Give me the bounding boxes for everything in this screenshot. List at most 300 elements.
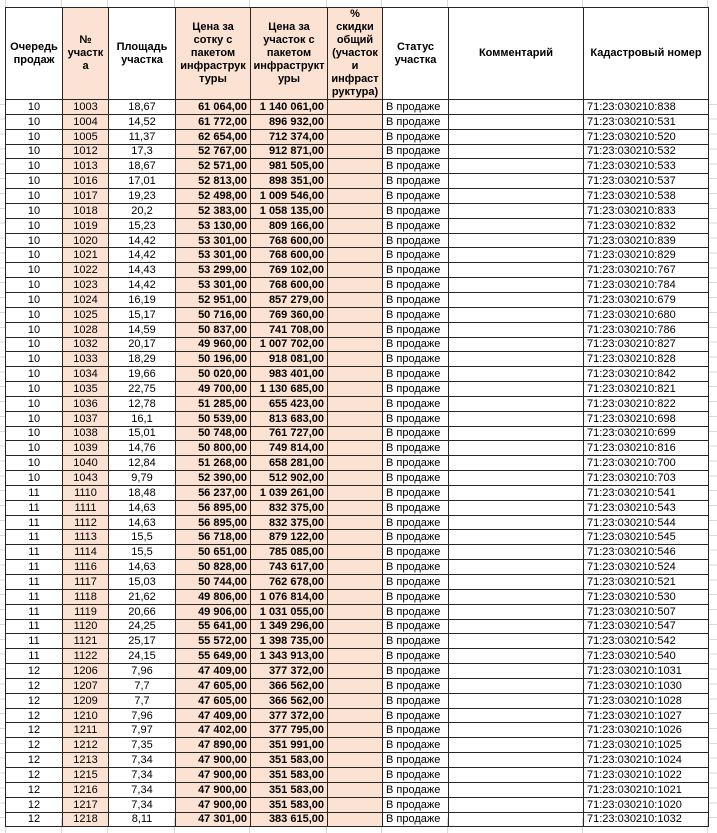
cell-price_sotka[interactable]: 47 900,00 xyxy=(176,753,251,768)
cell-price_plot[interactable]: 898 351,00 xyxy=(251,174,328,189)
cell-price_sotka[interactable]: 62 654,00 xyxy=(176,129,251,144)
cell-discount[interactable] xyxy=(328,233,383,248)
cell-queue[interactable]: 11 xyxy=(6,485,63,500)
cell-cadastral[interactable]: 71:23:030210:544 xyxy=(584,515,709,530)
cell-area[interactable]: 18,29 xyxy=(109,352,176,367)
cell-cadastral[interactable]: 71:23:030210:507 xyxy=(584,604,709,619)
cell-plot[interactable]: 1206 xyxy=(63,664,109,679)
cell-cadastral[interactable]: 71:23:030210:827 xyxy=(584,337,709,352)
cell-discount[interactable] xyxy=(328,619,383,634)
cell-plot[interactable]: 1023 xyxy=(63,278,109,293)
cell-status[interactable]: В продаже xyxy=(383,218,449,233)
cell-cadastral[interactable]: 71:23:030210:521 xyxy=(584,575,709,590)
cell-price_plot[interactable]: 785 085,00 xyxy=(251,545,328,560)
cell-area[interactable]: 19,23 xyxy=(109,189,176,204)
cell-price_plot[interactable]: 1 130 685,00 xyxy=(251,382,328,397)
cell-area[interactable]: 15,5 xyxy=(109,545,176,560)
cell-plot[interactable]: 1119 xyxy=(63,604,109,619)
cell-price_sotka[interactable]: 56 718,00 xyxy=(176,530,251,545)
cell-comment[interactable] xyxy=(449,456,584,471)
cell-status[interactable]: В продаже xyxy=(383,441,449,456)
cell-area[interactable]: 12,78 xyxy=(109,396,176,411)
cell-plot[interactable]: 1022 xyxy=(63,263,109,278)
cell-plot[interactable]: 1121 xyxy=(63,634,109,649)
cell-area[interactable]: 16,1 xyxy=(109,411,176,426)
cell-discount[interactable] xyxy=(328,248,383,263)
cell-area[interactable]: 20,2 xyxy=(109,203,176,218)
cell-price_plot[interactable]: 1 009 546,00 xyxy=(251,189,328,204)
cell-plot[interactable]: 1003 xyxy=(63,100,109,115)
cell-cadastral[interactable]: 71:23:030210:546 xyxy=(584,545,709,560)
cell-queue[interactable]: 11 xyxy=(6,560,63,575)
cell-queue[interactable]: 11 xyxy=(6,589,63,604)
cell-price_plot[interactable]: 762 678,00 xyxy=(251,575,328,590)
cell-area[interactable]: 14,42 xyxy=(109,248,176,263)
cell-queue[interactable]: 10 xyxy=(6,278,63,293)
cell-discount[interactable] xyxy=(328,782,383,797)
header-discount[interactable]: % скидки общий (участок и инфраструктура) xyxy=(328,8,383,100)
cell-price_sotka[interactable]: 52 383,00 xyxy=(176,203,251,218)
cell-queue[interactable]: 10 xyxy=(6,322,63,337)
cell-cadastral[interactable]: 71:23:030210:838 xyxy=(584,100,709,115)
cell-discount[interactable] xyxy=(328,485,383,500)
cell-status[interactable]: В продаже xyxy=(383,233,449,248)
cell-plot[interactable]: 1114 xyxy=(63,545,109,560)
header-cadastral[interactable]: Кадастровый номер xyxy=(584,8,709,100)
cell-area[interactable]: 14,43 xyxy=(109,263,176,278)
cell-area[interactable]: 16,19 xyxy=(109,292,176,307)
cell-price_sotka[interactable]: 49 906,00 xyxy=(176,604,251,619)
cell-area[interactable]: 14,76 xyxy=(109,441,176,456)
cell-price_plot[interactable]: 832 375,00 xyxy=(251,500,328,515)
cell-plot[interactable]: 1117 xyxy=(63,575,109,590)
cell-price_sotka[interactable]: 61 064,00 xyxy=(176,100,251,115)
cell-plot[interactable]: 1207 xyxy=(63,678,109,693)
cell-comment[interactable] xyxy=(449,159,584,174)
cell-queue[interactable]: 10 xyxy=(6,263,63,278)
cell-status[interactable]: В продаже xyxy=(383,753,449,768)
cell-cadastral[interactable]: 71:23:030210:700 xyxy=(584,456,709,471)
cell-plot[interactable]: 1110 xyxy=(63,485,109,500)
cell-discount[interactable] xyxy=(328,322,383,337)
cell-status[interactable]: В продаже xyxy=(383,426,449,441)
cell-plot[interactable]: 1212 xyxy=(63,738,109,753)
cell-area[interactable]: 14,42 xyxy=(109,233,176,248)
cell-comment[interactable] xyxy=(449,797,584,812)
cell-price_plot[interactable]: 918 081,00 xyxy=(251,352,328,367)
cell-comment[interactable] xyxy=(449,263,584,278)
cell-price_sotka[interactable]: 53 301,00 xyxy=(176,233,251,248)
cell-status[interactable]: В продаже xyxy=(383,159,449,174)
cell-price_sotka[interactable]: 47 890,00 xyxy=(176,738,251,753)
cell-discount[interactable] xyxy=(328,530,383,545)
cell-queue[interactable]: 12 xyxy=(6,723,63,738)
cell-area[interactable]: 7,7 xyxy=(109,678,176,693)
cell-price_sotka[interactable]: 47 301,00 xyxy=(176,812,251,827)
cell-discount[interactable] xyxy=(328,352,383,367)
cell-discount[interactable] xyxy=(328,634,383,649)
cell-status[interactable]: В продаже xyxy=(383,678,449,693)
cell-discount[interactable] xyxy=(328,797,383,812)
cell-cadastral[interactable]: 71:23:030210:1024 xyxy=(584,753,709,768)
cell-queue[interactable]: 12 xyxy=(6,782,63,797)
cell-plot[interactable]: 1005 xyxy=(63,129,109,144)
cell-area[interactable]: 18,67 xyxy=(109,100,176,115)
cell-price_plot[interactable]: 1 398 735,00 xyxy=(251,634,328,649)
cell-price_sotka[interactable]: 52 951,00 xyxy=(176,292,251,307)
cell-price_plot[interactable]: 768 600,00 xyxy=(251,248,328,263)
cell-queue[interactable]: 10 xyxy=(6,129,63,144)
cell-cadastral[interactable]: 71:23:030210:547 xyxy=(584,619,709,634)
cell-discount[interactable] xyxy=(328,738,383,753)
cell-discount[interactable] xyxy=(328,545,383,560)
cell-status[interactable]: В продаже xyxy=(383,203,449,218)
cell-status[interactable]: В продаже xyxy=(383,530,449,545)
cell-plot[interactable]: 1113 xyxy=(63,530,109,545)
cell-cadastral[interactable]: 71:23:030210:533 xyxy=(584,159,709,174)
cell-price_sotka[interactable]: 47 900,00 xyxy=(176,782,251,797)
cell-queue[interactable]: 12 xyxy=(6,797,63,812)
cell-comment[interactable] xyxy=(449,530,584,545)
cell-cadastral[interactable]: 71:23:030210:538 xyxy=(584,189,709,204)
cell-status[interactable]: В продаже xyxy=(383,322,449,337)
cell-price_sotka[interactable]: 52 498,00 xyxy=(176,189,251,204)
cell-price_sotka[interactable]: 52 813,00 xyxy=(176,174,251,189)
cell-price_sotka[interactable]: 52 767,00 xyxy=(176,144,251,159)
cell-discount[interactable] xyxy=(328,693,383,708)
cell-cadastral[interactable]: 71:23:030210:1020 xyxy=(584,797,709,812)
cell-plot[interactable]: 1209 xyxy=(63,693,109,708)
cell-comment[interactable] xyxy=(449,144,584,159)
cell-area[interactable]: 14,63 xyxy=(109,515,176,530)
cell-plot[interactable]: 1035 xyxy=(63,382,109,397)
cell-area[interactable]: 7,34 xyxy=(109,767,176,782)
cell-price_sotka[interactable]: 53 130,00 xyxy=(176,218,251,233)
cell-price_plot[interactable]: 1 343 913,00 xyxy=(251,649,328,664)
cell-price_plot[interactable]: 655 423,00 xyxy=(251,396,328,411)
cell-discount[interactable] xyxy=(328,203,383,218)
cell-discount[interactable] xyxy=(328,129,383,144)
cell-queue[interactable]: 12 xyxy=(6,708,63,723)
cell-discount[interactable] xyxy=(328,411,383,426)
cell-queue[interactable]: 10 xyxy=(6,218,63,233)
cell-status[interactable]: В продаже xyxy=(383,782,449,797)
cell-price_plot[interactable]: 1 140 061,00 xyxy=(251,100,328,115)
cell-plot[interactable]: 1025 xyxy=(63,307,109,322)
cell-queue[interactable]: 11 xyxy=(6,545,63,560)
cell-price_sotka[interactable]: 47 900,00 xyxy=(176,797,251,812)
cell-plot[interactable]: 1116 xyxy=(63,560,109,575)
cell-status[interactable]: В продаже xyxy=(383,708,449,723)
cell-comment[interactable] xyxy=(449,723,584,738)
cell-comment[interactable] xyxy=(449,233,584,248)
cell-status[interactable]: В продаже xyxy=(383,589,449,604)
cell-price_sotka[interactable]: 50 744,00 xyxy=(176,575,251,590)
cell-area[interactable]: 19,66 xyxy=(109,367,176,382)
cell-price_sotka[interactable]: 55 649,00 xyxy=(176,649,251,664)
cell-queue[interactable]: 12 xyxy=(6,738,63,753)
cell-price_plot[interactable]: 658 281,00 xyxy=(251,456,328,471)
cell-queue[interactable]: 12 xyxy=(6,693,63,708)
cell-price_plot[interactable]: 983 401,00 xyxy=(251,367,328,382)
cell-cadastral[interactable]: 71:23:030210:822 xyxy=(584,396,709,411)
cell-price_plot[interactable]: 377 795,00 xyxy=(251,723,328,738)
cell-comment[interactable] xyxy=(449,604,584,619)
cell-area[interactable]: 20,66 xyxy=(109,604,176,619)
cell-area[interactable]: 15,5 xyxy=(109,530,176,545)
cell-status[interactable]: В продаже xyxy=(383,189,449,204)
cell-status[interactable]: В продаже xyxy=(383,367,449,382)
cell-comment[interactable] xyxy=(449,278,584,293)
cell-plot[interactable]: 1122 xyxy=(63,649,109,664)
cell-area[interactable]: 15,17 xyxy=(109,307,176,322)
cell-price_sotka[interactable]: 56 237,00 xyxy=(176,485,251,500)
cell-plot[interactable]: 1018 xyxy=(63,203,109,218)
cell-comment[interactable] xyxy=(449,114,584,129)
cell-queue[interactable]: 11 xyxy=(6,604,63,619)
cell-discount[interactable] xyxy=(328,649,383,664)
cell-plot[interactable]: 1016 xyxy=(63,174,109,189)
cell-queue[interactable]: 11 xyxy=(6,530,63,545)
cell-queue[interactable]: 12 xyxy=(6,664,63,679)
cell-price_plot[interactable]: 377 372,00 xyxy=(251,664,328,679)
cell-discount[interactable] xyxy=(328,307,383,322)
cell-price_sotka[interactable]: 47 900,00 xyxy=(176,767,251,782)
cell-status[interactable]: В продаже xyxy=(383,575,449,590)
cell-comment[interactable] xyxy=(449,678,584,693)
cell-comment[interactable] xyxy=(449,189,584,204)
cell-area[interactable]: 7,35 xyxy=(109,738,176,753)
cell-price_plot[interactable]: 1 076 814,00 xyxy=(251,589,328,604)
cell-discount[interactable] xyxy=(328,589,383,604)
cell-cadastral[interactable]: 71:23:030210:540 xyxy=(584,649,709,664)
cell-discount[interactable] xyxy=(328,575,383,590)
cell-area[interactable]: 25,17 xyxy=(109,634,176,649)
cell-price_plot[interactable]: 351 583,00 xyxy=(251,782,328,797)
cell-comment[interactable] xyxy=(449,367,584,382)
cell-queue[interactable]: 12 xyxy=(6,767,63,782)
cell-status[interactable]: В продаже xyxy=(383,174,449,189)
cell-price_sotka[interactable]: 51 268,00 xyxy=(176,456,251,471)
cell-price_sotka[interactable]: 47 409,00 xyxy=(176,708,251,723)
cell-queue[interactable]: 10 xyxy=(6,367,63,382)
cell-price_sotka[interactable]: 47 402,00 xyxy=(176,723,251,738)
cell-discount[interactable] xyxy=(328,500,383,515)
cell-comment[interactable] xyxy=(449,575,584,590)
cell-plot[interactable]: 1213 xyxy=(63,753,109,768)
cell-comment[interactable] xyxy=(449,649,584,664)
cell-cadastral[interactable]: 71:23:030210:531 xyxy=(584,114,709,129)
cell-status[interactable]: В продаже xyxy=(383,619,449,634)
cell-area[interactable]: 22,75 xyxy=(109,382,176,397)
cell-plot[interactable]: 1028 xyxy=(63,322,109,337)
cell-plot[interactable]: 1218 xyxy=(63,812,109,827)
cell-queue[interactable]: 10 xyxy=(6,203,63,218)
cell-price_sotka[interactable]: 49 700,00 xyxy=(176,382,251,397)
cell-area[interactable]: 12,84 xyxy=(109,456,176,471)
cell-status[interactable]: В продаже xyxy=(383,292,449,307)
cell-queue[interactable]: 10 xyxy=(6,189,63,204)
cell-price_plot[interactable]: 832 375,00 xyxy=(251,515,328,530)
cell-cadastral[interactable]: 71:23:030210:821 xyxy=(584,382,709,397)
cell-discount[interactable] xyxy=(328,367,383,382)
cell-comment[interactable] xyxy=(449,203,584,218)
cell-status[interactable]: В продаже xyxy=(383,352,449,367)
cell-plot[interactable]: 1043 xyxy=(63,471,109,486)
cell-comment[interactable] xyxy=(449,396,584,411)
cell-discount[interactable] xyxy=(328,753,383,768)
cell-discount[interactable] xyxy=(328,515,383,530)
cell-queue[interactable]: 10 xyxy=(6,248,63,263)
cell-comment[interactable] xyxy=(449,500,584,515)
cell-plot[interactable]: 1211 xyxy=(63,723,109,738)
cell-price_sotka[interactable]: 55 641,00 xyxy=(176,619,251,634)
cell-discount[interactable] xyxy=(328,441,383,456)
cell-plot[interactable]: 1216 xyxy=(63,782,109,797)
cell-plot[interactable]: 1038 xyxy=(63,426,109,441)
cell-cadastral[interactable]: 71:23:030210:832 xyxy=(584,218,709,233)
cell-plot[interactable]: 1037 xyxy=(63,411,109,426)
cell-comment[interactable] xyxy=(449,441,584,456)
cell-area[interactable]: 17,3 xyxy=(109,144,176,159)
cell-comment[interactable] xyxy=(449,560,584,575)
cell-price_plot[interactable]: 351 583,00 xyxy=(251,797,328,812)
cell-price_plot[interactable]: 366 562,00 xyxy=(251,678,328,693)
cell-queue[interactable]: 10 xyxy=(6,174,63,189)
cell-status[interactable]: В продаже xyxy=(383,812,449,827)
cell-status[interactable]: В продаже xyxy=(383,485,449,500)
cell-cadastral[interactable]: 71:23:030210:537 xyxy=(584,174,709,189)
cell-price_plot[interactable]: 1 058 135,00 xyxy=(251,203,328,218)
cell-price_plot[interactable]: 912 871,00 xyxy=(251,144,328,159)
cell-queue[interactable]: 10 xyxy=(6,114,63,129)
cell-status[interactable]: В продаже xyxy=(383,767,449,782)
cell-cadastral[interactable]: 71:23:030210:1028 xyxy=(584,693,709,708)
cell-comment[interactable] xyxy=(449,352,584,367)
cell-plot[interactable]: 1032 xyxy=(63,337,109,352)
cell-area[interactable]: 14,63 xyxy=(109,560,176,575)
cell-area[interactable]: 15,23 xyxy=(109,218,176,233)
cell-discount[interactable] xyxy=(328,664,383,679)
cell-price_plot[interactable]: 896 932,00 xyxy=(251,114,328,129)
cell-plot[interactable]: 1112 xyxy=(63,515,109,530)
cell-price_sotka[interactable]: 47 409,00 xyxy=(176,664,251,679)
cell-comment[interactable] xyxy=(449,634,584,649)
cell-comment[interactable] xyxy=(449,515,584,530)
cell-plot[interactable]: 1017 xyxy=(63,189,109,204)
cell-status[interactable]: В продаже xyxy=(383,456,449,471)
cell-queue[interactable]: 10 xyxy=(6,307,63,322)
cell-price_plot[interactable]: 741 708,00 xyxy=(251,322,328,337)
cell-discount[interactable] xyxy=(328,100,383,115)
cell-comment[interactable] xyxy=(449,382,584,397)
cell-price_plot[interactable]: 809 166,00 xyxy=(251,218,328,233)
cell-price_sotka[interactable]: 50 837,00 xyxy=(176,322,251,337)
cell-status[interactable]: В продаже xyxy=(383,560,449,575)
cell-cadastral[interactable]: 71:23:030210:680 xyxy=(584,307,709,322)
cell-cadastral[interactable]: 71:23:030210:530 xyxy=(584,589,709,604)
cell-discount[interactable] xyxy=(328,337,383,352)
cell-status[interactable]: В продаже xyxy=(383,693,449,708)
cell-queue[interactable]: 11 xyxy=(6,619,63,634)
cell-price_sotka[interactable]: 47 605,00 xyxy=(176,693,251,708)
cell-comment[interactable] xyxy=(449,292,584,307)
cell-cadastral[interactable]: 71:23:030210:767 xyxy=(584,263,709,278)
cell-comment[interactable] xyxy=(449,693,584,708)
cell-cadastral[interactable]: 71:23:030210:839 xyxy=(584,233,709,248)
cell-price_plot[interactable]: 981 505,00 xyxy=(251,159,328,174)
cell-price_plot[interactable]: 768 600,00 xyxy=(251,233,328,248)
cell-queue[interactable]: 11 xyxy=(6,649,63,664)
cell-comment[interactable] xyxy=(449,619,584,634)
cell-queue[interactable]: 12 xyxy=(6,678,63,693)
cell-price_sotka[interactable]: 55 572,00 xyxy=(176,634,251,649)
cell-discount[interactable] xyxy=(328,560,383,575)
cell-discount[interactable] xyxy=(328,292,383,307)
cell-queue[interactable]: 10 xyxy=(6,352,63,367)
cell-queue[interactable]: 10 xyxy=(6,396,63,411)
header-plot[interactable]: № участка xyxy=(63,8,109,100)
cell-queue[interactable]: 10 xyxy=(6,337,63,352)
cell-status[interactable]: В продаже xyxy=(383,114,449,129)
cell-area[interactable]: 7,96 xyxy=(109,664,176,679)
cell-queue[interactable]: 10 xyxy=(6,441,63,456)
cell-discount[interactable] xyxy=(328,218,383,233)
cell-discount[interactable] xyxy=(328,174,383,189)
cell-cadastral[interactable]: 71:23:030210:524 xyxy=(584,560,709,575)
cell-area[interactable]: 14,52 xyxy=(109,114,176,129)
cell-price_sotka[interactable]: 50 651,00 xyxy=(176,545,251,560)
cell-status[interactable]: В продаже xyxy=(383,500,449,515)
cell-plot[interactable]: 1217 xyxy=(63,797,109,812)
cell-price_sotka[interactable]: 50 748,00 xyxy=(176,426,251,441)
cell-comment[interactable] xyxy=(449,100,584,115)
cell-queue[interactable]: 10 xyxy=(6,100,63,115)
cell-plot[interactable]: 1013 xyxy=(63,159,109,174)
cell-cadastral[interactable]: 71:23:030210:1031 xyxy=(584,664,709,679)
cell-queue[interactable]: 10 xyxy=(6,382,63,397)
cell-status[interactable]: В продаже xyxy=(383,263,449,278)
cell-status[interactable]: В продаже xyxy=(383,738,449,753)
cell-cadastral[interactable]: 71:23:030210:1027 xyxy=(584,708,709,723)
cell-plot[interactable]: 1118 xyxy=(63,589,109,604)
cell-price_sotka[interactable]: 52 390,00 xyxy=(176,471,251,486)
cell-price_plot[interactable]: 351 583,00 xyxy=(251,753,328,768)
cell-area[interactable]: 24,15 xyxy=(109,649,176,664)
cell-cadastral[interactable]: 71:23:030210:1030 xyxy=(584,678,709,693)
cell-price_sotka[interactable]: 50 800,00 xyxy=(176,441,251,456)
cell-status[interactable]: В продаже xyxy=(383,144,449,159)
cell-cadastral[interactable]: 71:23:030210:784 xyxy=(584,278,709,293)
cell-price_sotka[interactable]: 49 960,00 xyxy=(176,337,251,352)
cell-discount[interactable] xyxy=(328,114,383,129)
cell-cadastral[interactable]: 71:23:030210:699 xyxy=(584,426,709,441)
cell-plot[interactable]: 1034 xyxy=(63,367,109,382)
cell-queue[interactable]: 12 xyxy=(6,753,63,768)
cell-area[interactable]: 14,63 xyxy=(109,500,176,515)
cell-queue[interactable]: 11 xyxy=(6,634,63,649)
cell-cadastral[interactable]: 71:23:030210:1022 xyxy=(584,767,709,782)
cell-comment[interactable] xyxy=(449,589,584,604)
cell-price_plot[interactable]: 879 122,00 xyxy=(251,530,328,545)
cell-price_plot[interactable]: 761 727,00 xyxy=(251,426,328,441)
cell-comment[interactable] xyxy=(449,337,584,352)
cell-price_sotka[interactable]: 50 020,00 xyxy=(176,367,251,382)
cell-discount[interactable] xyxy=(328,723,383,738)
cell-cadastral[interactable]: 71:23:030210:703 xyxy=(584,471,709,486)
cell-price_sotka[interactable]: 50 539,00 xyxy=(176,411,251,426)
cell-discount[interactable] xyxy=(328,456,383,471)
